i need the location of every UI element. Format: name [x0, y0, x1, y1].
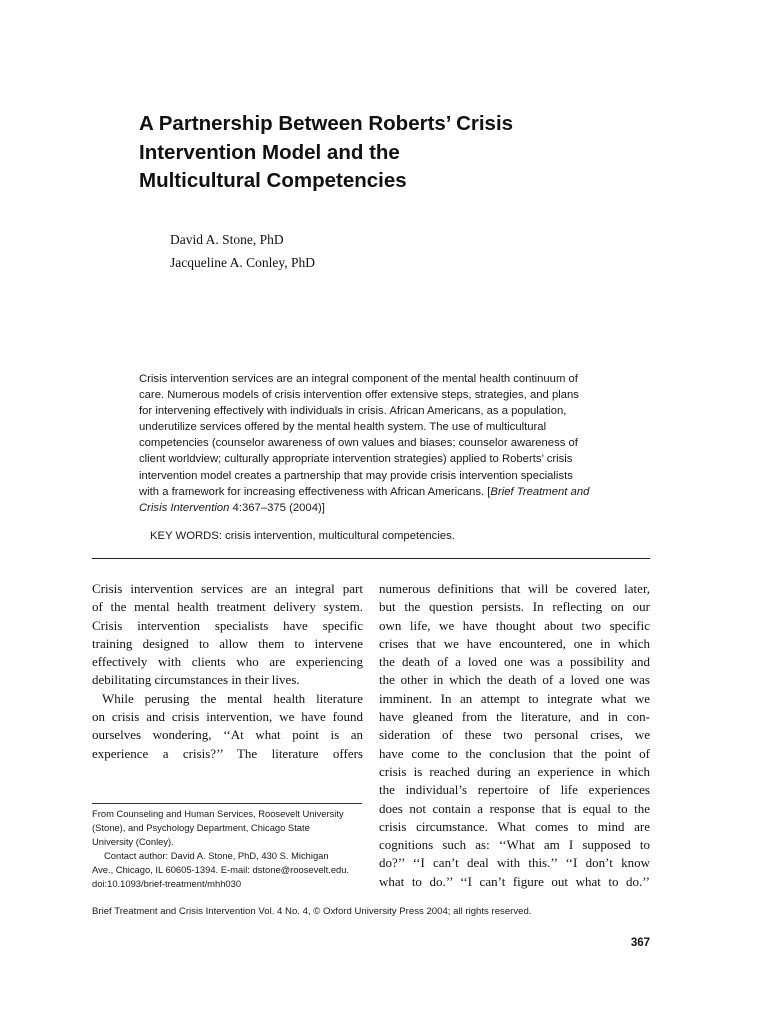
- body-line: training designed to allow them to intervene: [92, 635, 363, 651]
- author-list: [170, 228, 315, 274]
- journal-citation-italic: Brief Treatment and: [490, 485, 590, 498]
- title-line: Intervention Model and the: [139, 140, 400, 164]
- body-line: on crisis and crisis intervention, we have found: [92, 709, 363, 725]
- body-line: have gleaned from the literature, and in con-: [379, 709, 650, 725]
- body-line: have come to the conclusion that the point of: [379, 745, 650, 761]
- title-line: Multicultural Competencies: [139, 169, 407, 192]
- footnote-line: University (Conley).: [92, 836, 174, 848]
- journal-citation-italic: Crisis Intervention: [139, 501, 230, 514]
- body-column-left: [92, 580, 363, 763]
- body-line: imminent. In an attempt to integrate what we: [379, 690, 650, 706]
- abstract-line: care. Numerous models of crisis intervention offer extensive steps, strategies, and plans: [139, 389, 579, 402]
- body-line: the other in which the death of a loved one was: [379, 672, 650, 688]
- footnote-line: From Counseling and Human Services, Roosevelt University: [92, 808, 344, 819]
- journal-citation-details: 4:367–375 (2004)]: [229, 501, 325, 514]
- body-line: ourselves wondering, ‘‘At what point is an: [92, 727, 363, 743]
- abstract-line: underutilize services offered by the mental health system. The use of multicultural: [139, 421, 547, 434]
- abstract: [139, 371, 619, 516]
- body-line: Crisis intervention specialists have specific: [92, 617, 363, 633]
- body-line: crises that we have encountered, one in which: [379, 635, 650, 651]
- footnote-line: doi:10.1093/brief-treatment/mhh030: [92, 878, 242, 890]
- body-line: the death of a loved one was a possibility and: [379, 654, 650, 670]
- body-line: what to do.’’ ‘‘I can’t figure out what to do.’’: [379, 873, 650, 889]
- footnote-line: Ave., Chicago, IL 60605-1394. E-mail: dstone@roosevelt.edu.: [92, 864, 350, 876]
- article-title: [139, 110, 609, 196]
- abstract-line: [139, 484, 619, 500]
- body-line: own life, we have thought about two specific: [379, 617, 650, 633]
- body-line: Crisis intervention services are an integral part: [92, 581, 363, 596]
- author-name: Jacqueline A. Conley, PhD: [170, 255, 315, 270]
- body-line: experience a crisis?’’ The literature offers: [92, 745, 363, 761]
- abstract-line: Crisis intervention services are an integral component of the mental health continuum of: [139, 373, 578, 385]
- body-line: crisis circumstance. What comes to mind are: [379, 818, 650, 834]
- body-column-right: [379, 580, 650, 891]
- body-line: but the question persists. In reflecting on our: [379, 599, 650, 615]
- footnote-line: Contact author: David A. Stone, PhD, 430 S. Michigan: [104, 850, 329, 862]
- abstract-line: intervention model creates a partnership that may provide crisis intervention specialists: [139, 469, 573, 482]
- footnote-line: (Stone), and Psychology Department, Chicago State: [92, 822, 310, 834]
- footnote: [92, 807, 364, 892]
- body-line: effectively with clients who are experiencing: [92, 654, 363, 670]
- body-line: cognitions such as: ‘‘What am I supposed to: [379, 837, 650, 853]
- body-line: While perusing the mental health literature: [102, 690, 363, 706]
- abstract-line: competencies (counselor awareness of own values and biases; counselor awareness of: [139, 437, 578, 450]
- abstract-line: [139, 500, 619, 516]
- page-number: 367: [630, 937, 650, 949]
- abstract-line: client worldview; culturally appropriate intervention strategies) applied to Roberts’ crisis: [139, 453, 573, 466]
- body-line: of the mental health treatment delivery system.: [92, 599, 363, 615]
- body-line: sideration of these two personal crises, we: [379, 727, 650, 743]
- abstract-line: for intervening effectively with individuals in crisis. African Americans, as a population,: [139, 405, 567, 418]
- section-divider: [92, 558, 650, 559]
- body-line: debilitating circumstances in their lives.: [92, 672, 300, 688]
- footnote-divider: [92, 803, 362, 804]
- body-line: the individual’s repertoire of life experiences: [379, 782, 650, 798]
- body-line: does not contain a response that is equal to the: [379, 800, 650, 816]
- abstract-line-text: with a framework for increasing effectiveness with African Americans. [: [139, 485, 491, 498]
- journal-footer: Brief Treatment and Crisis Intervention Vol. 4 No. 4, © Oxford University Press 2004; all rights reserved.: [92, 906, 532, 917]
- title-line: A Partnership Between Roberts’ Crisis: [139, 112, 514, 135]
- body-line: numerous definitions that will be covered later,: [379, 581, 650, 596]
- keywords: KEY WORDS: crisis intervention, multicultural competencies.: [150, 530, 455, 542]
- author-name: David A. Stone, PhD: [170, 232, 284, 247]
- body-line: do?’’ ‘‘I can’t deal with this.’’ ‘‘I don’t know: [379, 855, 650, 871]
- body-line: crisis is reached during an experience in which: [379, 763, 650, 779]
